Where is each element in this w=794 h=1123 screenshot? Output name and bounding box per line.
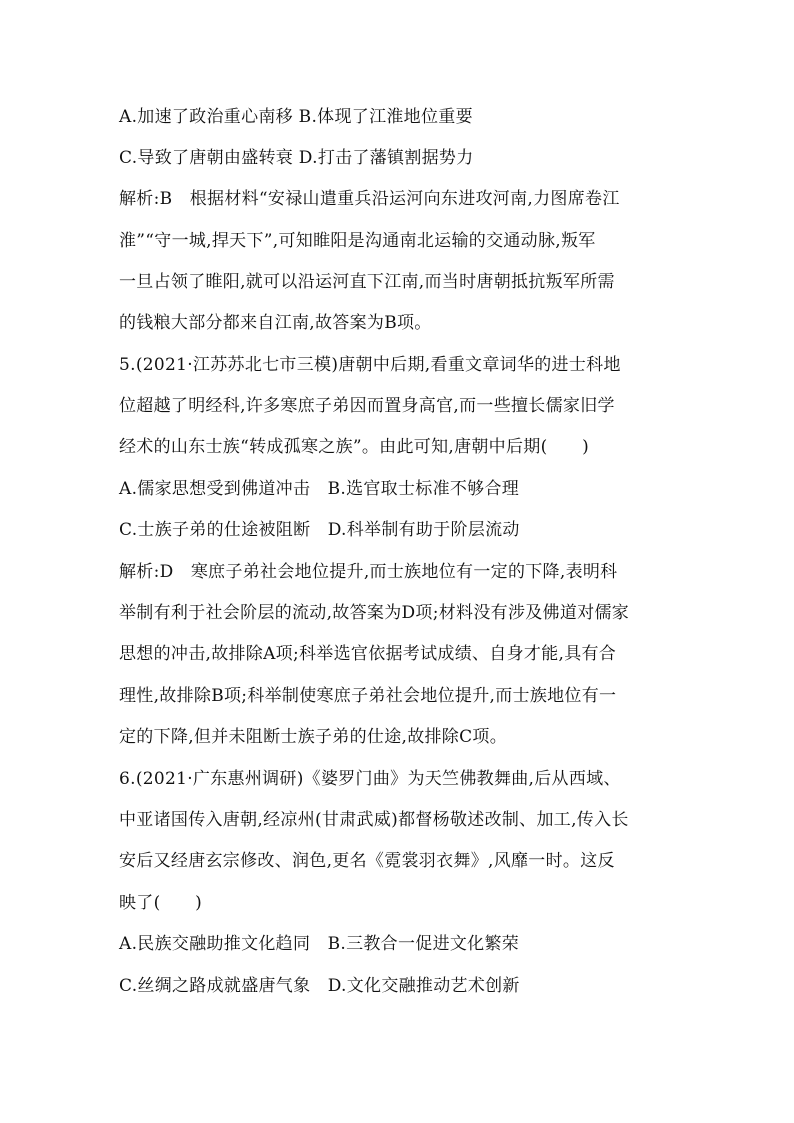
q4-option-cd: C.导致了唐朝由盛转衰 D.打击了藩镇割据势力 [119,148,474,168]
q5-analysis-line-1: 解析:D 寒庶子弟社会地位提升,而士族地位有一定的下降,表明科 [119,562,618,582]
q4-analysis-line-3: 一旦占领了睢阳,就可以沿运河直下江南,而当时唐朝抵抗叛军所需 [119,272,615,292]
q5-option-ab: A.儒家思想受到佛道冲击 B.选官取士标准不够合理 [119,479,520,499]
q4-analysis-line-1: 解析:B 根据材料“安禄山遣重兵沿运河向东进攻河南,力图席卷江 [119,189,620,209]
q5-stem-line-2: 位超越了明经科,许多寒庶子弟因而置身高官,而一些擅长儒家旧学 [119,396,615,416]
q5-analysis-line-4: 理性,故排除B项;科举制使寒庶子弟社会地位提升,而士族地位有一 [119,686,617,706]
q5-stem-line-1: 5.(2021·江苏苏北七市三模)唐朝中后期,看重文章词华的进士科地 [119,355,621,375]
q6-stem-line-4: 映了( ) [119,893,203,913]
q5-analysis-line-3: 思想的冲击,故排除A项;科举选官依据考试成绩、自身才能,具有合 [119,644,617,664]
q5-stem-line-3: 经术的山东士族“转成孤寒之族”。由此可知,唐朝中后期( ) [119,437,590,457]
q6-option-cd: C.丝绸之路成就盛唐气象 D.文化交融推动艺术创新 [119,976,520,996]
q4-analysis-line-2: 淮”“守一城,捍天下”,可知睢阳是沟通南北运输的交通动脉,叛军 [119,231,596,251]
q6-option-ab: A.民族交融助推文化趋同 B.三教合一促进文化繁荣 [119,934,520,954]
q6-stem-line-3: 安后又经唐玄宗修改、润色,更名《霓裳羽衣舞》,风靡一时。这反 [119,851,615,871]
q4-analysis-line-4: 的钱粮大部分都来自江南,故答案为B项。 [119,313,432,333]
q6-stem-line-1: 6.(2021·广东惠州调研)《婆罗门曲》为天竺佛教舞曲,后从西域、 [119,769,621,789]
q6-stem-line-2: 中亚诸国传入唐朝,经凉州(甘肃武威)都督杨敬述改制、加工,传入长 [119,810,629,830]
q5-option-cd: C.士族子弟的仕途被阻断 D.科举制有助于阶层流动 [119,520,520,540]
q4-option-ab: A.加速了政治重心南移 B.体现了江淮地位重要 [119,107,473,127]
q5-analysis-line-5: 定的下降,但并未阻断士族子弟的仕途,故排除C项。 [119,727,508,747]
q5-analysis-line-2: 举制有利于社会阶层的流动,故答案为D项;材料没有涉及佛道对儒家 [119,603,630,623]
